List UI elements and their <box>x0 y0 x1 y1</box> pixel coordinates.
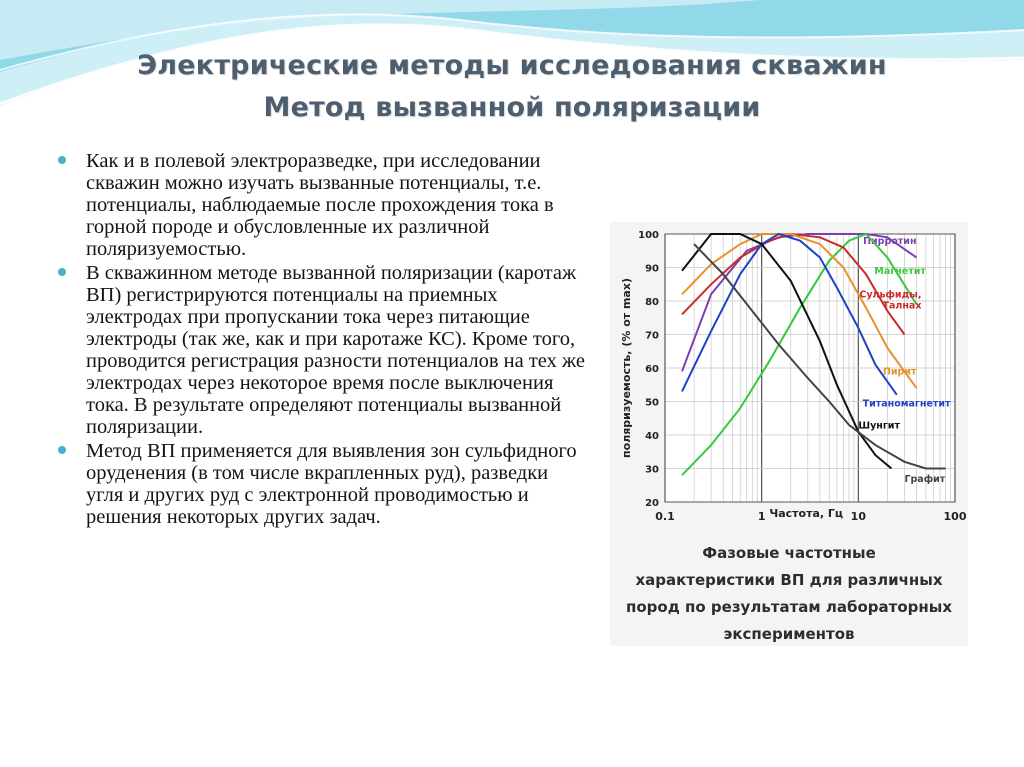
y-tick-label: 30 <box>645 464 659 476</box>
bullet-dot-icon <box>58 446 66 454</box>
bullet-text: Метод ВП применяется для выявления зон сульфидного оруденения (в том числе вкрапленных руд), разведки угля и других руд с электронной проводимостью и решения некоторых других задач. <box>86 440 577 528</box>
y-tick-label: 20 <box>645 498 659 509</box>
y-tick-label: 100 <box>638 230 659 241</box>
slide-subtitle: Метод вызванной поляризации <box>263 92 761 123</box>
series-label: Шунгит <box>858 420 900 432</box>
y-tick-label: 70 <box>645 330 659 342</box>
x-tick-label: 1 <box>757 510 766 523</box>
bullet-item <box>50 262 585 438</box>
series-label: Графит <box>904 473 946 485</box>
bullet-item <box>50 150 585 260</box>
series-label: Магнетит <box>874 266 926 278</box>
series-label: Талнах <box>882 300 922 312</box>
y-axis-label: поляризуемость, (% от max) <box>620 278 633 458</box>
bullet-dot-icon <box>58 268 66 276</box>
chart-panel <box>610 222 968 646</box>
bullet-text: Как и в полевой электроразведке, при исследовании скважин можно изучать вызванные потенциалы, т.е. потенциалы, наблюдаемые после прохождения тока в горной породе и обусловленные их различной поляризуемостью. <box>86 150 554 260</box>
x-tick-label: 100 <box>943 510 967 523</box>
x-tick-label: 0.1 <box>655 510 675 523</box>
x-tick-label: 10 <box>850 510 866 523</box>
slide-title: Электрические методы исследования скважин <box>137 50 887 81</box>
y-tick-label: 40 <box>645 431 659 442</box>
y-tick-label: 90 <box>645 263 659 275</box>
bullet-item <box>50 440 585 528</box>
chart-caption <box>610 540 968 648</box>
series-label: Пирит <box>882 366 917 378</box>
bullet-dot-icon <box>58 156 66 164</box>
series-label: Пирротин <box>863 236 917 248</box>
bullet-text: В скважинном методе вызванной поляризации (каротаж ВП) регистрируются потенциалы на приемных электродах при пропускании тока через питающие электроды (так же, как и при каротаже КС). Кроме того, проводится регистрация разности потенциалов на тех же электродах через некоторое время после выключения тока. В результате определяют потенциалы вызванной поляризации. <box>86 262 585 438</box>
y-tick-label: 60 <box>645 364 659 375</box>
chart-caption-line: характеристики ВП для различных <box>635 571 943 589</box>
y-tick-label: 50 <box>645 397 659 409</box>
ip-frequency-chart <box>610 222 968 540</box>
chart-caption-line: пород по результатам лабораторных <box>625 598 952 616</box>
y-tick-label: 80 <box>645 297 659 308</box>
chart-caption-line: Фазовые частотные <box>702 544 876 562</box>
series-label: Сульфиды, <box>859 289 922 301</box>
chart-caption-line: экспериментов <box>723 625 855 643</box>
series-label: Титаномагнетит <box>862 398 951 410</box>
bullet-list <box>50 150 585 530</box>
x-axis-label: Частота, Гц <box>769 507 844 520</box>
